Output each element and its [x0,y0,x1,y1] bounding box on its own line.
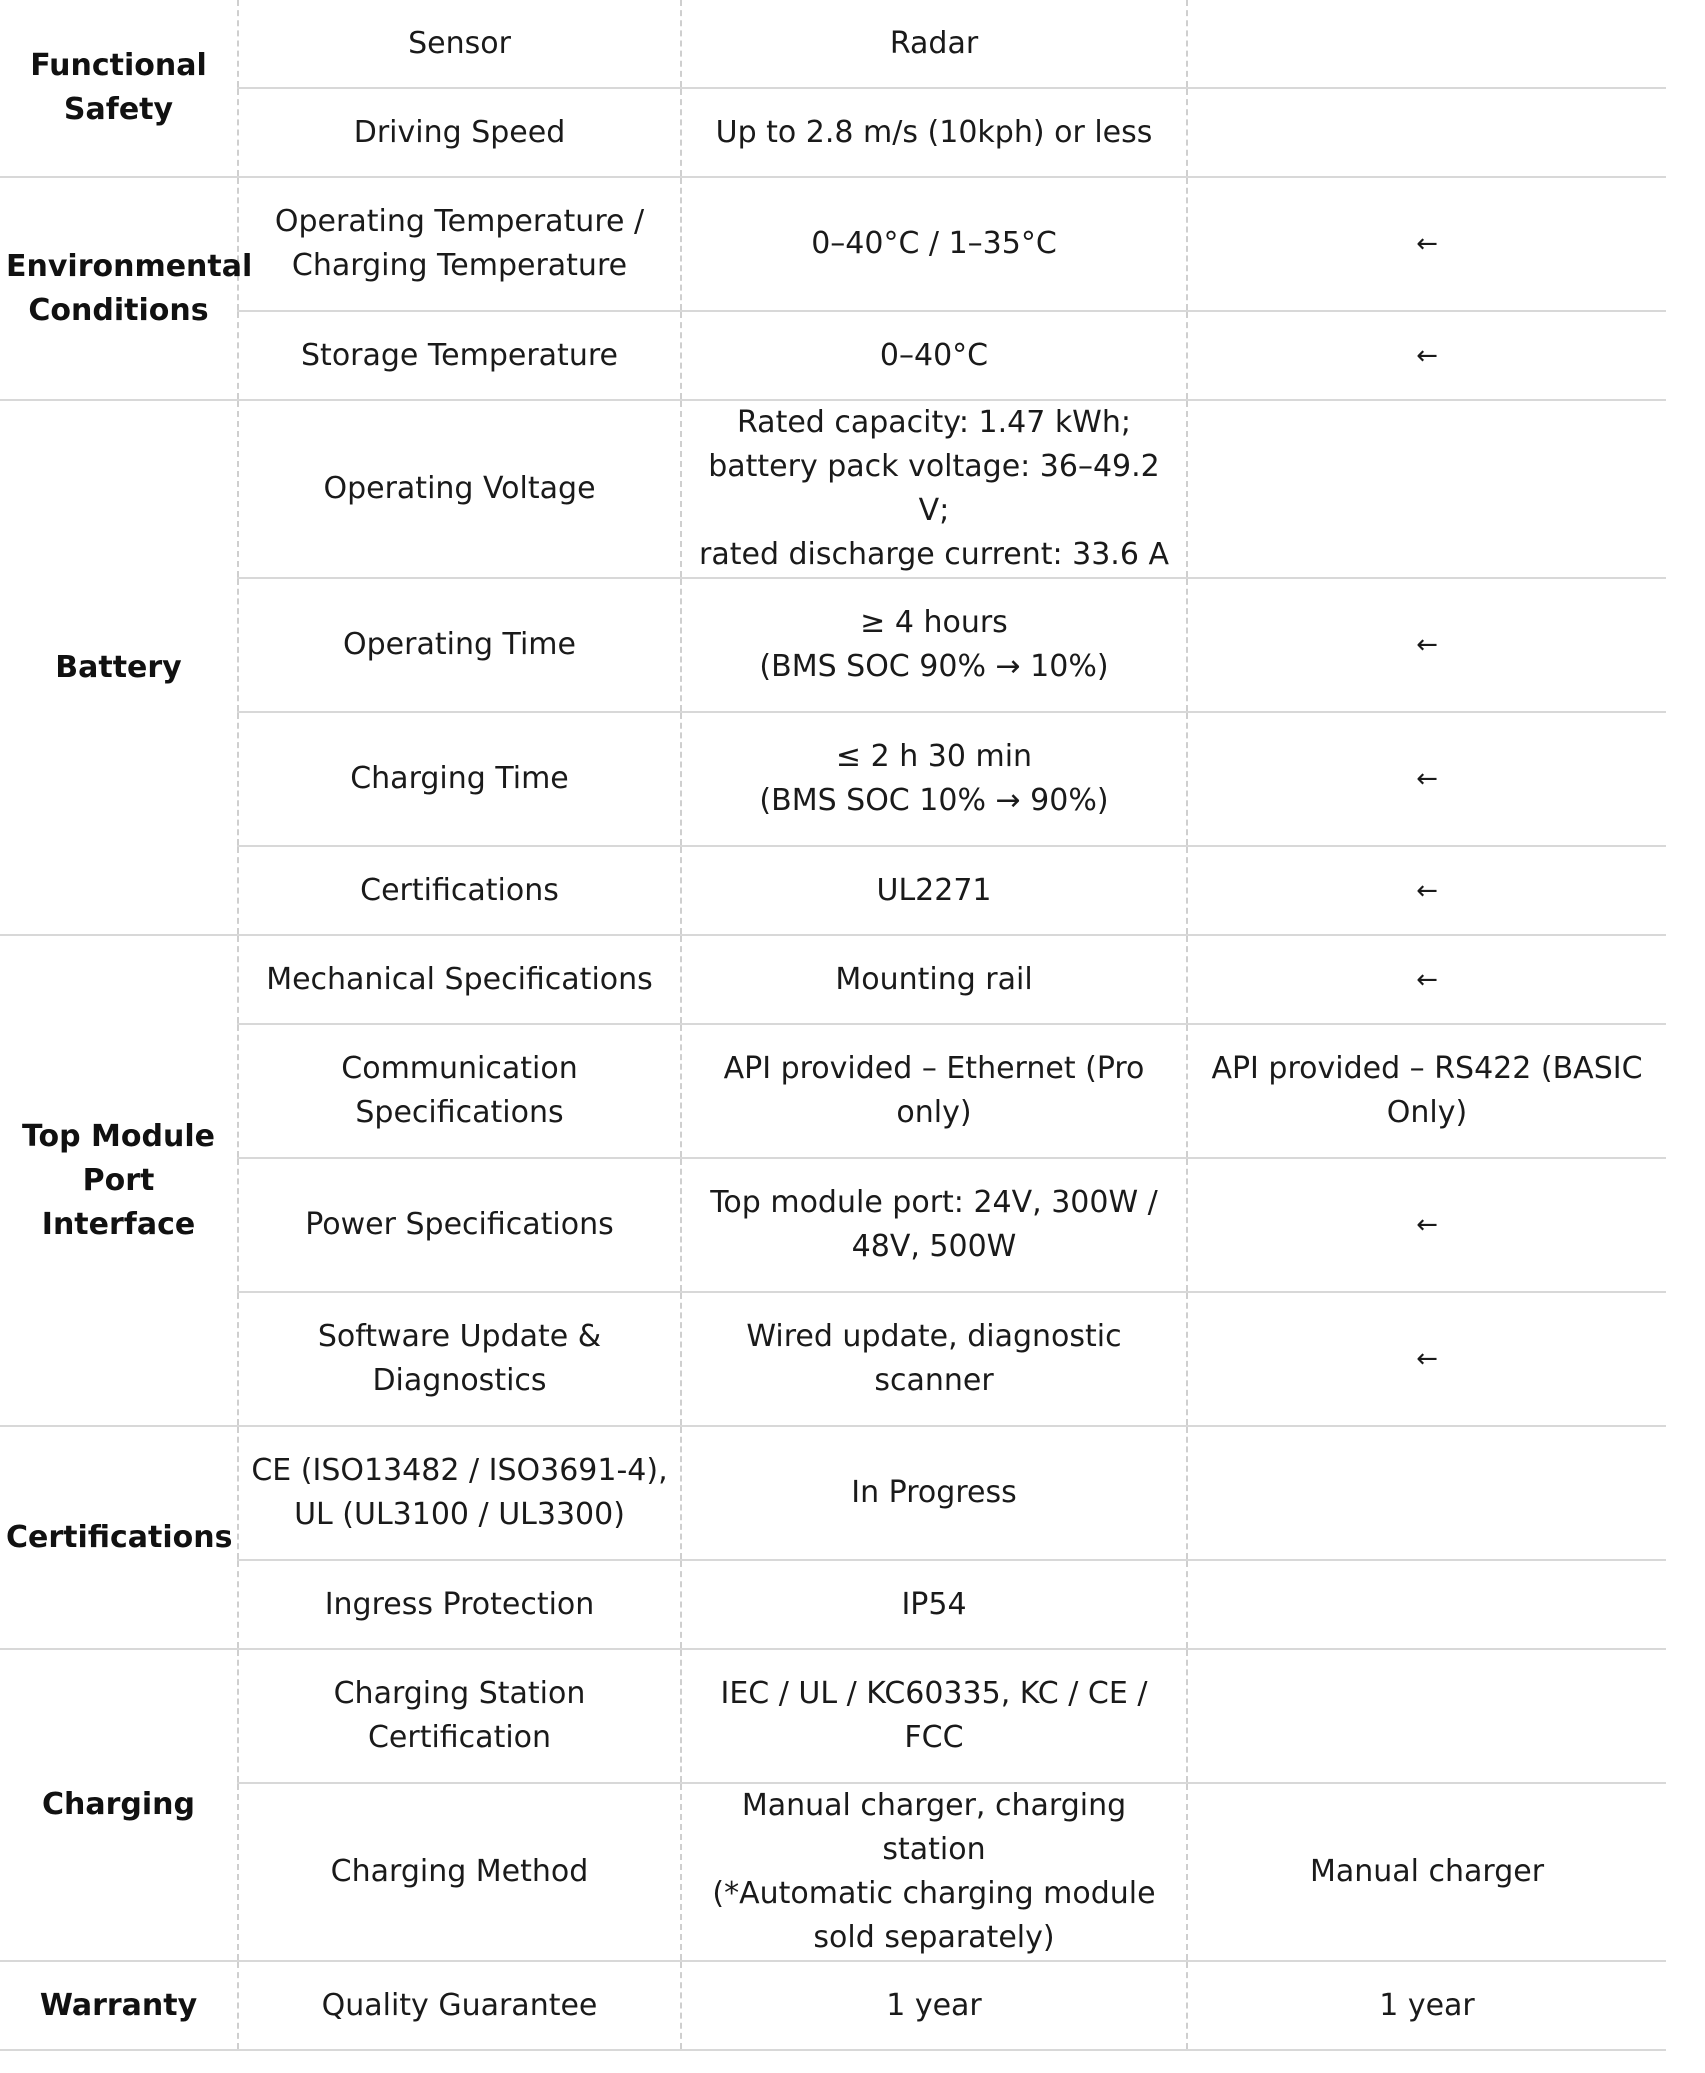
spec-value-pro: Wired update, diagnostic scanner [681,1292,1187,1426]
table-row [0,1158,1666,1292]
spec-item: Mechanical Specifications [238,935,681,1024]
spec-item: Software Update & Diagnostics [238,1292,681,1426]
spec-value-pro: Mounting rail [681,935,1187,1024]
spec-item: Driving Speed [238,88,681,177]
spec-value-pro: In Progress [681,1426,1187,1560]
spec-value-basic: ← [1187,578,1666,712]
table-row [0,1649,1666,1783]
table-row [0,1426,1666,1560]
table-row [0,1783,1666,1961]
spec-value-pro: 0–40°C [681,311,1187,400]
spec-value-basic [1187,0,1666,88]
spec-item: Charging Method [238,1783,681,1961]
spec-value-basic [1187,400,1666,578]
spec-value-basic: ← [1187,311,1666,400]
table-row [0,311,1666,400]
spec-value-basic [1187,1560,1666,1649]
category-battery: Battery [0,400,238,935]
spec-item: Storage Temperature [238,311,681,400]
table-row [0,712,1666,846]
spec-value-basic: ← [1187,1158,1666,1292]
category-functional-safety: Functional Safety [0,0,238,177]
category-environmental-conditions: Environmental Conditions [0,177,238,400]
spec-value-pro: Up to 2.8 m/s (10kph) or less [681,88,1187,177]
spec-item: Charging Time [238,712,681,846]
table-row [0,1961,1666,2050]
spec-item: Operating Voltage [238,400,681,578]
spec-value-basic: ← [1187,846,1666,935]
spec-value-basic: 1 year [1187,1961,1666,2050]
category-top-module-port-interface: Top Module Port Interface [0,935,238,1426]
spec-item: Operating Time [238,578,681,712]
table-row [0,1024,1666,1158]
category-certifications: Certifications [0,1426,238,1649]
spec-item: Operating Temperature / Charging Temperature [238,177,681,311]
table-row [0,935,1666,1024]
spec-value-pro: ≥ 4 hours (BMS SOC 90% → 10%) [681,578,1187,712]
table-row [0,177,1666,311]
table-row [0,1292,1666,1426]
spec-value-pro: 0–40°C / 1–35°C [681,177,1187,311]
table-row [0,400,1666,578]
category-charging: Charging [0,1649,238,1961]
spec-value-pro: Radar [681,0,1187,88]
spec-value-basic [1187,88,1666,177]
spec-value-basic: ← [1187,935,1666,1024]
spec-item: Power Specifications [238,1158,681,1292]
table-row [0,1560,1666,1649]
spec-value-pro: ≤ 2 h 30 min (BMS SOC 10% → 90%) [681,712,1187,846]
spec-item: Communication Specifications [238,1024,681,1158]
spec-value-basic: API provided – RS422 (BASIC Only) [1187,1024,1666,1158]
spec-value-basic [1187,1649,1666,1783]
spec-item: Charging Station Certification [238,1649,681,1783]
spec-value-pro: Top module port: 24V, 300W / 48V, 500W [681,1158,1187,1292]
spec-value-pro: 1 year [681,1961,1187,2050]
category-warranty: Warranty [0,1961,238,2050]
spec-item: Ingress Protection [238,1560,681,1649]
spec-item: Sensor [238,0,681,88]
table-row [0,88,1666,177]
spec-value-basic [1187,1426,1666,1560]
spec-value-pro: UL2271 [681,846,1187,935]
spec-value-pro: Manual charger, charging station (*Automatic charging module sold separately) [681,1783,1187,1961]
spec-value-pro: IP54 [681,1560,1187,1649]
spec-item: CE (ISO13482 / ISO3691-4), UL (UL3100 / UL3300) [238,1426,681,1560]
spec-value-basic: ← [1187,177,1666,311]
spec-value-basic: Manual charger [1187,1783,1666,1961]
spec-value-pro: IEC / UL / KC60335, KC / CE / FCC [681,1649,1187,1783]
table-row [0,846,1666,935]
table-row [0,0,1666,88]
spec-value-basic: ← [1187,712,1666,846]
table-row [0,578,1666,712]
spec-value-pro: Rated capacity: 1.47 kWh; battery pack voltage: 36–49.2 V; rated discharge current: 33.6 A [681,400,1187,578]
spec-value-basic: ← [1187,1292,1666,1426]
spec-value-pro: API provided – Ethernet (Pro only) [681,1024,1187,1158]
spec-item: Certifications [238,846,681,935]
spec-item: Quality Guarantee [238,1961,681,2050]
